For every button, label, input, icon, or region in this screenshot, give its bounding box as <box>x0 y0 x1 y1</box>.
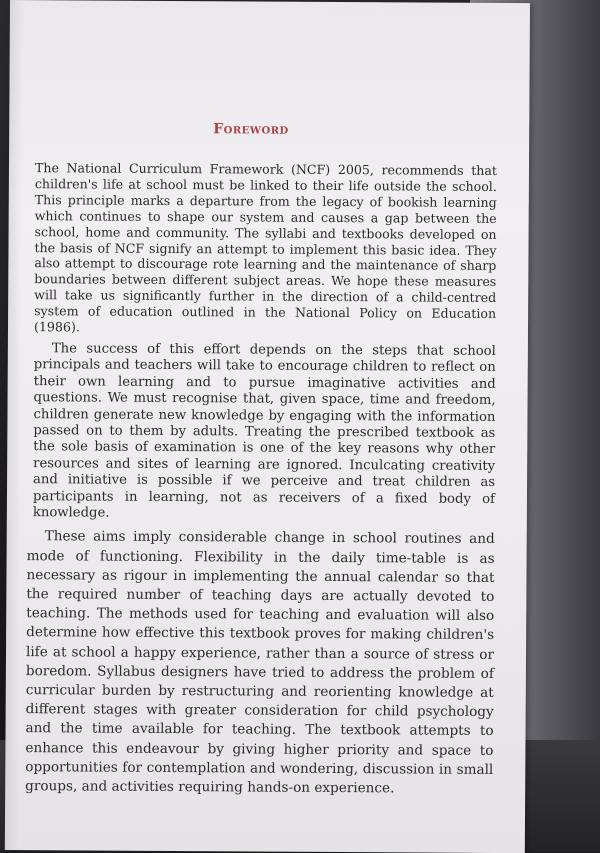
paragraph-1: The National Curriculum Framework (NCF) 2005, recommends that children's life at school must be linked to their life outside the school. This principle marks a departure from the legacy of bookish learning which continues to shape our system and causes a gap between the school, home and community. The syllabi and textbooks developed on the basis of NCF signify an attempt to implement this basic idea. They also attempt to discourage rote learning and the maintenance of sharp boundaries between different subject areas. We hope these measures will take us significantly further in the direction of a child-centred system of education outlined in the National Policy on Education (1986). <box>33 160 498 335</box>
page-title: Foreword <box>213 121 289 138</box>
book-page <box>5 0 530 853</box>
paragraph-2: The success of this effort depends on the steps that school principals and teachers will take to encourage children to reflect on their own learning and to pursue imaginative activities and questions. We must recognise that, given space, time and freedom, children generate new knowledge by engaging with the information passed on to them by adults. Treating the prescribed textbook as the sole basis of examination is one of the key reasons why other resources and sites of learning are ignored. Inculcating creativity and initiative is possible if we perceive and treat children as participants in learning, not as receivers of a fixed body of knowledge. <box>32 341 496 521</box>
paragraph-3: These aims imply considerable change in school routines and mode of functioning. Flexibility in the daily time-table is as necessary as rigour in implementing the annual calendar so that the required number of teaching days are actually devoted to teaching. The methods used for teaching and evaluation will also determine how effective this textbook proves for making children's life at school a happy experience, rather than a source of stress or boredom. Syllabus designers have tried to address the problem of curricular burden by restructuring and reorienting knowledge at different stages with greater consideration for child psychology and the time available for teaching. The textbook attempts to enhance this endeavour by giving higher priority and space to opportunities for contemplation and wondering, discussion in small groups, and activities requiring hands-on experience. <box>25 528 495 797</box>
foreword-body <box>25 160 498 805</box>
